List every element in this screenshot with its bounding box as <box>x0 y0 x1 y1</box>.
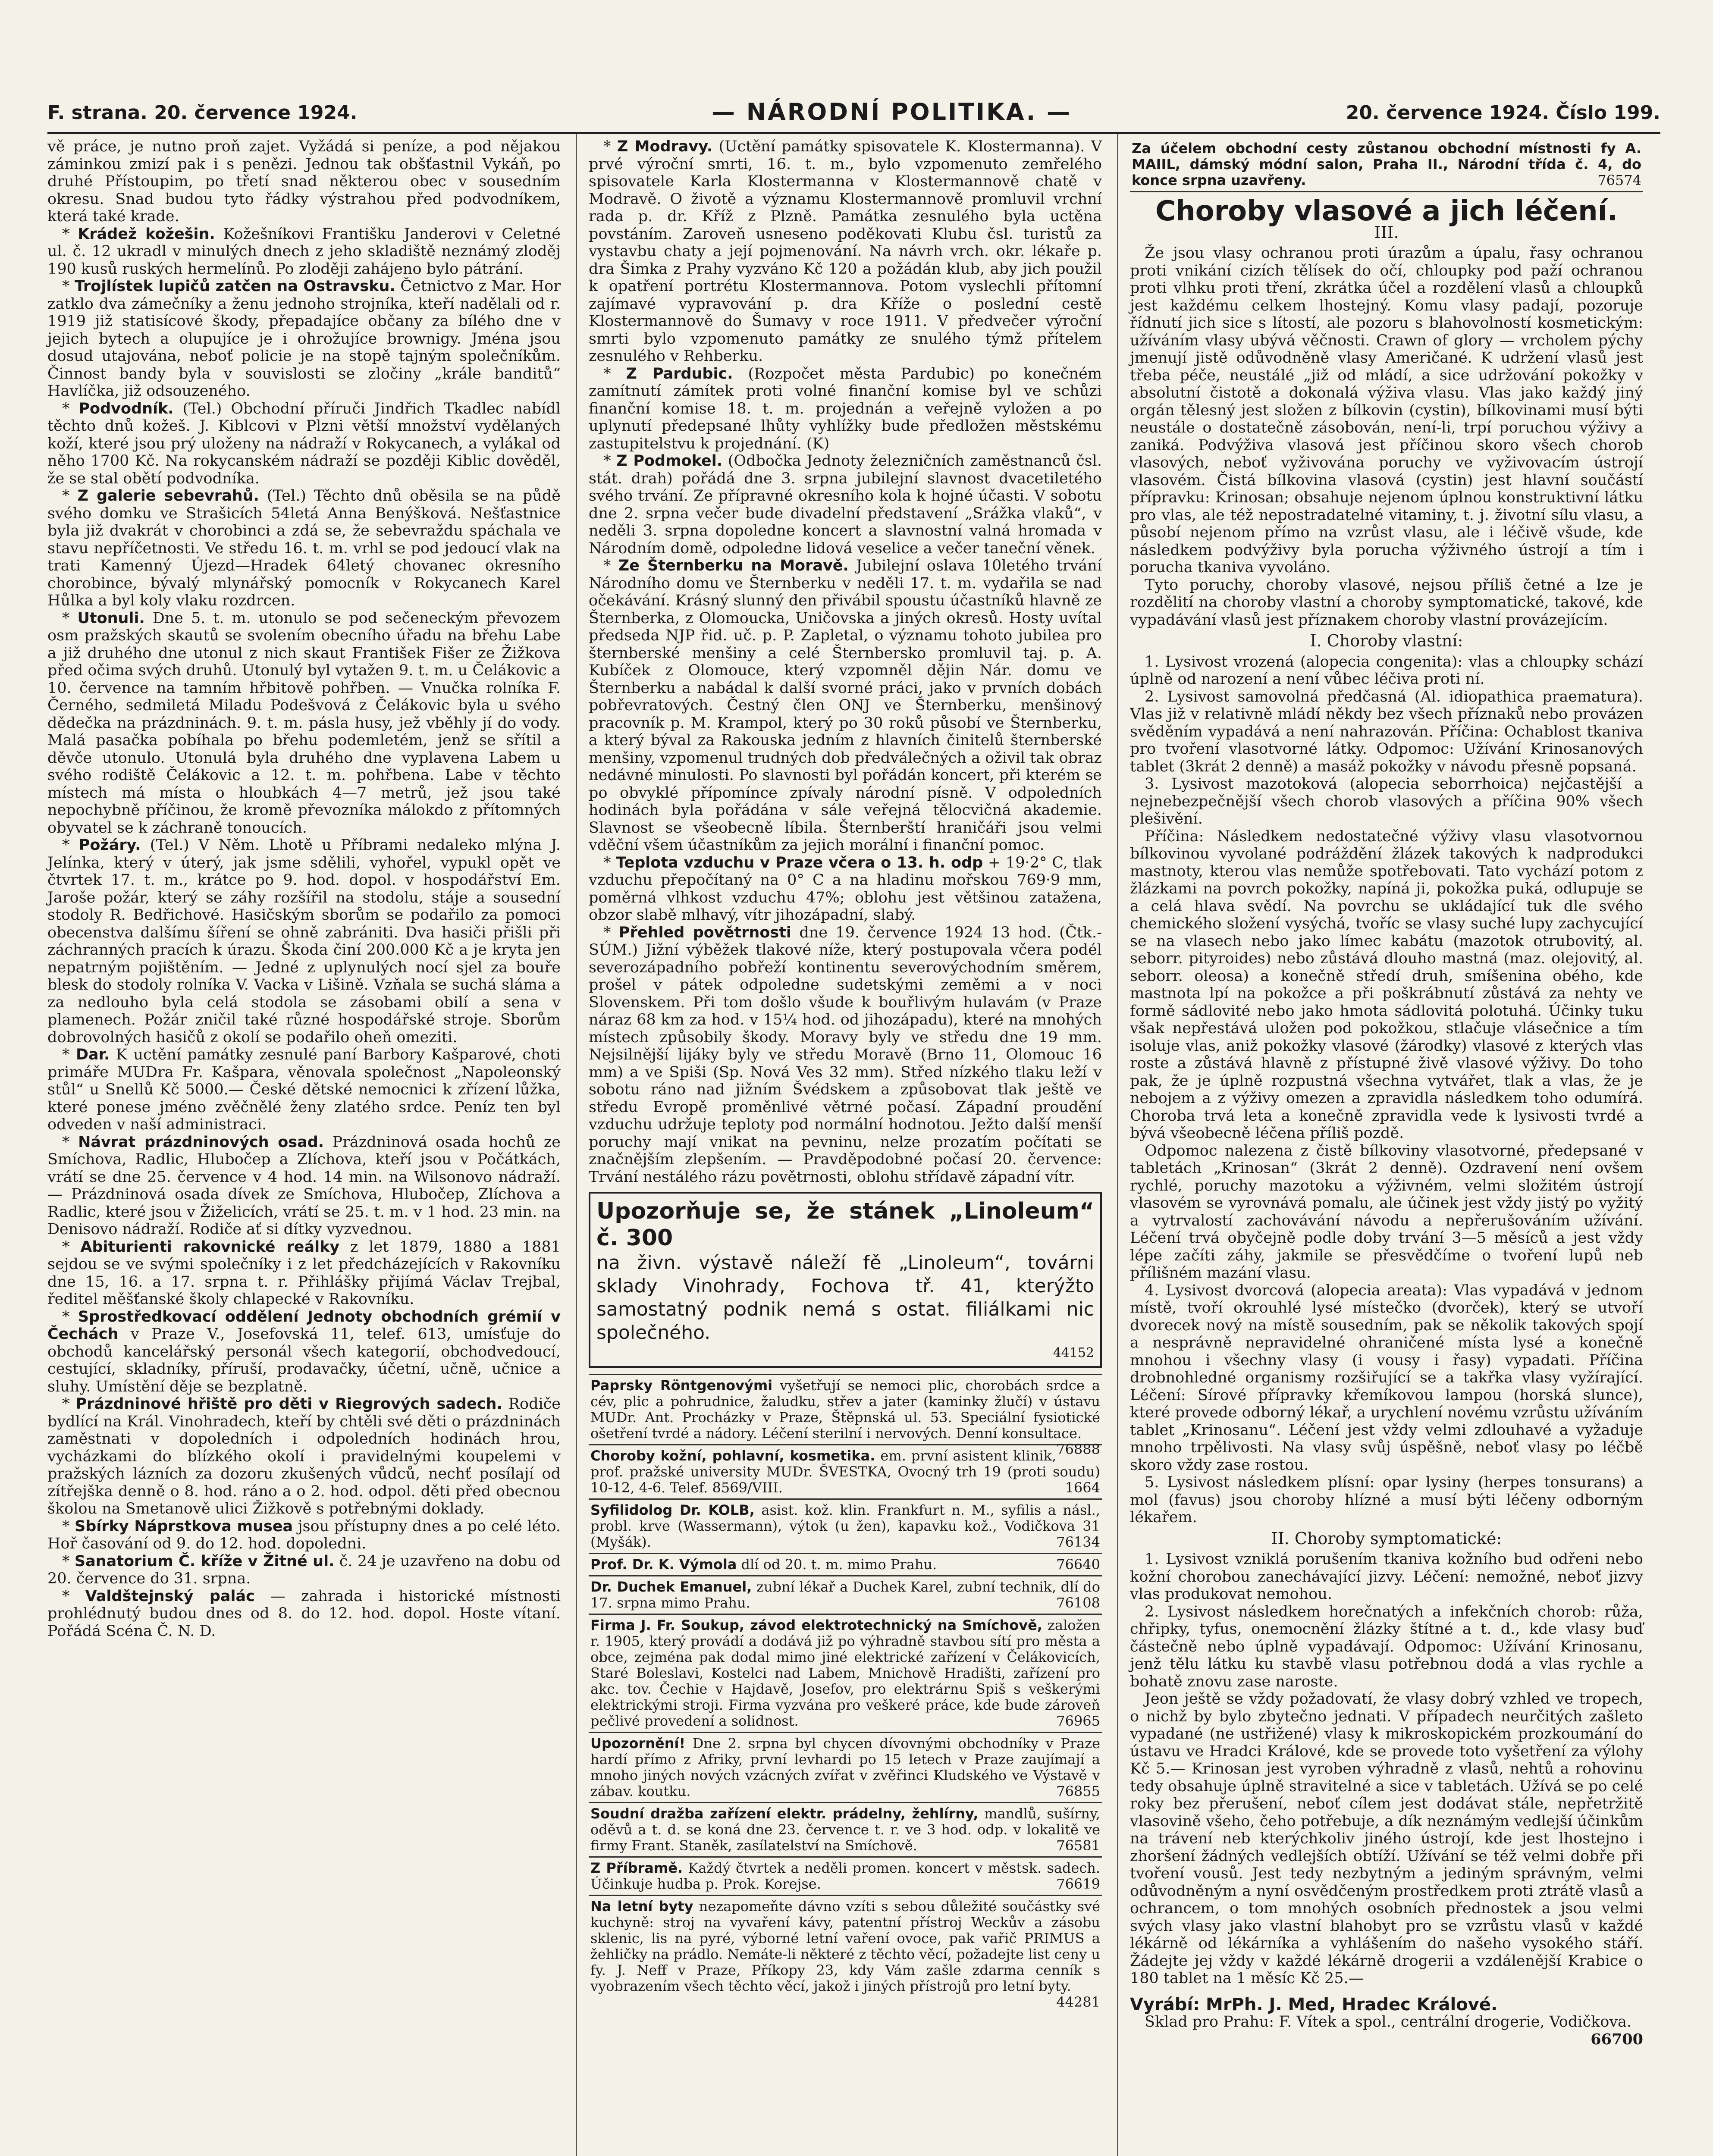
classified-ad-text: Dne 2. srpna byl chycen dívovnými obchodníky v Praze hardí přímo z Afriky, první levhardi po 15 letech v Praze zaujímají a mnoho jiných nových vzácných zvířat v zvěřinci Kludského ve Výstavě v zábav. koutku. <box>590 1735 1101 1799</box>
article: * Návrat prázdninových osad. Prázdninová osada hochů ze Smíchova, Radlic, Hlubočep a Zlíchova, kteří jsou v Počátkách, vrátí se dne 25. července v 4 hod. 14 min. na Wilsonovo nádraží. — Prázdninová osada dívek ze Smíchova, Hlubočep, Zlíchova a Radlic, které jsou v Žiželicích, vrátí se 25. t. m. v 1 hod. 23 min. na Denisovo nádraží. Rodiče ať si dítky vyzvednou. <box>47 1133 561 1238</box>
article: * Teplota vzduchu v Praze včera o 13. h. odp + 19·2° C, tlak vzduchu přepočítaný na 0° C a na hladinu mořskou 769·9 mm, poměrná vlhkost vzduchu 47%; oblohu jest většinou zatažena, obzor slabě mlhavý, vítr jihozápadní, slabý. <box>589 854 1102 924</box>
article: * Dar. K uctění památky zesnulé paní Barbory Kašparové, choti primáře MUDra Fr. Kašpara, věnovala společnost „Napoleonský stůl“ u Snellů Kč 5000.— České dětské nemocnici k zřízení lůžka, které ponese jméno zvěčnělé ženy zlatého srdce. Peníz ten byl odveden v naší administraci. <box>47 1046 561 1133</box>
article-text: Odpomoc nalezena z čistě bílkoviny vlasotvorné, předepsané v tabletách „Krinosan“ (3krát 2 denně). Ozdravení není ovšem rychlé, poruchy mazotoku a výživném, velmi složitém ústrojí vlasovém se vyrovnává pomalu, ale účinek jest vždy jistý po vyžitý a vytrvalostí zachovávání návodu a nepřerušováním užívání. Léčení trvá obyčejně podle doby trvání 3—5 měsíců a jest vždy lépe začíti záhy, jakmile se přesvědčíme o tvoření lupů neb přílišném mazání vlasu. <box>1130 1142 1643 1282</box>
ad-number: 44152 <box>1053 1345 1094 1360</box>
ad-number: 1664 <box>1065 1479 1100 1496</box>
ad-number: 76888 <box>1056 1441 1100 1457</box>
article-text: 2. Lysivost následkem horečnatých a infekčních chorob: růža, chřipky, tyfus, onemocnění žlázky štítné a t. d., kde vlasy buď částečně nebo úplně vypadávají. Odpomoc: Užívání Krinosanu, jenž tělu látku ku stavbě vlasu potřebnou dodá a vlas rychle a bohatě znovu zase naroste. <box>1130 1603 1643 1690</box>
article-text: Jeon ještě se vždy požadovatí, že vlasy dobrý vzhled ve tropech, o nichž by bylo zbytečno jednati. V případech neurčitých zašleto vypadané (ne ustřižené) vlasy k mikroskopickém prozkoumání do ústavu ve Hradci Králové, kde se provede toto vyšetření za výlohy Kč 5.— Krinosan jest vyroben výhradně z vlasů, nehtů a rohovinu tedy obsahuje úplně stravitelné a sice v tabletách. Užívá se po celé roky bez přerušení, neboť cílem jest dodávat stále, nepřetržitě vlasovině všeho, čeho potřebuje, a dík neznámým vedlejší účinkům na trávení neb kterýchkoliv jiného ústrojí, kde jest lhostejno i zhoršení žádných vedlejších obtíží. Užívání se též velmi dobře při tvoření vousů. Jest tedy nezbytným a jediným správným, velmi odůvodněným a nyní osvědčeným prostředkem proti ztrátě vlasů a ochrancem, o tom mnohých osobních přednostek a jsou velmi svých vlasy jako vlastní blahobyt pro se vzrůstu vlasů v každé lékárně od lékárníka a vyhlášením do našeho vysokého stáří. Žádejte jej vždy v každé lékárně drogerii a vzdálenější Krabice o 180 tablet na 1 měsíc Kč 25.— <box>1130 1690 1643 1987</box>
article-title: Abiturienti rakovnické reálky <box>80 1238 340 1256</box>
classified-ad <box>589 1614 1102 1732</box>
article-text: Že jsou vlasy ochranou proti úrazům a úpalu, řasy ochranou proti vnikání cizích tělísek do očí, chloupky pod paží ochranou proti vlhku proti tření, zkrátka účel a rozdělení vlasů a chloupků jest každému celkem lhostejný. Komu vlasy padají, pozoruje řídnutí jich sice s lítostí, ale pozoru s blahovolností kosmetickým: užíváním vlasy ubývá věčnosti. Crawn of glory — vrcholem pýchy jmenují jistě odůvodněně vlasy Američané. K udržení vlasů jest třeba péče, neustálé „již od mládí, a sice udržování pokožky v absolutní čistotě a dokonalá výživa vlasu. Vlas jako každý jiný orgán tělesný jest složen z bílkovin (cystin), bílkovinami musí býti neustále o dostatečně zásobován, není-li, trpí poruchou výživy a zaniká. Podvýživa vlasová jest příčinou skoro všech chorob vlasových, neboť vyživována poruchy ve vyživovacím ústrojí vlasovém. Čistá bílkovina vlasová (cystin) jest hlavní součástí přípravku: Krinosan; obsahuje nejenom úplnou konstruktivní látku pro vlas, ale též nepostradatelné vitaminy, t. j. životní sílu vlasu, a působí nejenom přímo na vzrůst vlasu, ale i léčivě všude, kde následkem podvýživy byla porucha výživného ústrojí a tím i porucha tkaniva vyvoláno. <box>1130 244 1643 576</box>
article-text: (Uctění památky spisovatele K. Klostermanna). V prvé výroční smrti, 16. t. m., bylo vzpomenuto zemřelého spisovatele Karla Klostermanna v Klostermannově chatě v Modravě. O životě a významu Klostermannově promluvil vrchní rada p. dr. Kříž z Plzně. Památka zesnulého byla uctěna povstáním. Zaroveň usneseno poděkovati Klubu čsl. turistů za vystavbu chaty a její pojmenování. Na návrh vrch. okr. lékaře p. dra Šimka z Prahy vyzváno Kč 120 a požádán klub, aby jich použil k opatření portrétu Klostermannova. Potom vyslechli přítomní zajímavé vypravování p. dra Kříže o poslední cestě Klostermannově do Šumavy v roce 1911. V předvečer výroční smrti bylo vzpomenuto památky ze snulého týmž přítelem zesnulého v Rehberku. <box>589 138 1102 365</box>
article-text: Jubilejní oslava 10letého trvání Národního domu ve Šternberku v neděli 17. t. m. vydařila se nad očekávání. Krásný slunný den přivábil spoustu účastníků hlavně ze Šternberka, z Olomoucka, Uničovska a jiných okresů. Hosty uvítal předseda NJP řid. uč. p. P. Zapletal, o významu tohoto jubilea pro šternberské menšiny a celé Šternbersko promluvil taj. p. A. Kubíček z Olomouce, který vzpomněl dějin Nár. domu ve Šternberku a nabádal k další svorné práci, jako v prvních dobách pobřevratových. Čestný člen ONJ ve Šternberku, menšinový pracovník p. M. Krampol, který po 30 roků působí ve Šternberku, a který býval za Rakouska jedním z hlavních činitelů šternberské menšiny, vzpomenul trudných dob předválečných a oživil tak obraz nedávné minulosti. Po slavnosti byl pořádán koncert, při kterém se po obvyklé přípomínce zpívaly národní písně. V odpoledních hodinách byla pořádána v sále veřejná tělocvičná akademie. Slavnost se všeobecně líbila. Šternberští hraničáři jsou velmi vděční všem účastníkům za jejich morální i finanční pomoc. <box>589 557 1102 854</box>
article-text: dne 19. července 1924 13 hod. (Čtk.-SÚM.) Jižní výběžek tlakové níže, který postupovala včera podél severozápadního pobřeží kontinentu severovýchodním směrem, prošel v pátek odpoledne sudetskými zeměmi a v noci Slovenskem. Při tom došlo všude k bouřlivým hulavám (v Praze náraz 68 km za hod. v 15¼ hod. od jihozápadu), které na mnohých místech způsobily škody. Moravy byly ve středu dne 19 mm. Nejsilnější lijáky byly ve středu Moravě (Brno 11, Olomouc 16 mm) a ve Spiši (Sp. Nová Ves 32 mm). Střed nízkého tlaku leží v sobotu ráno nad jižním Švédskem a způsobovat tlak ještě ve středu Evropě proměnlivé větrné počasí. Západní proudění vzduchu udržuje teploty pod normální hodnotou. Ježto další menší poruchy mají vnikat na pevninu, nelze prozatím počítati se značnějším zlepšením. — Pravděpodobné počasí 20. července: Trvání nestálého rázu povětrnosti, oblohu střídavě západní vítr. <box>589 924 1102 1186</box>
article: * Z galerie sebevrahů. (Tel.) Těchto dnů oběsila se na půdě svého domku ve Strašicích 54letá Anna Benýšková. Nešťastnice byla již dvakrát v chorobinci a zdá se, že sebevraždu spáchala ve stavu nepříčetnosti. Ve středu 16. t. m. vrhl se pod jedoucí vlak na trati Kamenný Újezd—Hradek 64letý chovanec okresního chorobince, bývalý mlynářský pomocník v Rokycanech Karel Hůlka a byl koly vlaku rozdrcen. <box>47 487 561 609</box>
article-title: Krádež kožešin. <box>78 225 215 243</box>
article-text: (Tel.) V Něm. Lhotě u Příbrami nedaleko mlýna J. Jelínka, který v úterý, jak jsme sdělili, vyhořel, vypukl opět ve čtvrtek 17. t. m., krátce po 9. hod. dopol. v hospodářství Em. Jaroše požár, který se záhy rozšířil na stodolu, stáje a sousední stodoly R. Bedřichové. Hasičským sborům se podařilo za pomoci obecenstva dalšímu šíření se ohně zabrániti. Dva hasiči přišli při záchranných pracích k úrazu. Škoda činí 200.000 Kč a je kryta jen nepatrným pojištěním. — Jedné z uplynulých nocí sjel za bouře blesk do stodoly rolníka V. Vacka v Lišině. Vzňala se suchá sláma a za nedlouho byla celá stodola se zásobami obilí a sena v plamenech. Požár zničil také různé hospodářské stroje. Sborům dobrovolných hasičů z okolí se podařilo oheň omeziti. <box>47 837 561 1046</box>
article-text: Sklad pro Prahu: F. Vítek a spol., centrální drogerie, Vodičkova. <box>1145 2013 1632 2031</box>
article: * Požáry. (Tel.) V Něm. Lhotě u Příbrami nedaleko mlýna J. Jelínka, který v úterý, jak jsme sdělili, vyhořel, vypukl opět ve čtvrtek 17. t. m., krátce po 9. hod. dopol. v hospodářství Em. Jaroše požár, který se záhy rozšířil na stodolu, stáje a sousední stodoly R. Bedřichové. Hasičským sborům se podařilo za pomoci obecenstva dalšímu šíření se ohně zabrániti. Dva hasiči přišli při záchranných pracích k úrazu. Škoda činí 200.000 Kč a je kryta jen nepatrným pojištěním. — Jedné z uplynulých nocí sjel za bouře blesk do stodoly rolníka V. Vacka v Lišině. Vzňala se suchá sláma a za nedlouho byla celá stodola se zásobami obilí a sena v plamenech. Požár zničil také různé hospodářské stroje. Sborům dobrovolných hasičů z okolí se podařilo oheň omeziti. <box>47 837 561 1046</box>
article-title: Přehled povětrnosti <box>618 924 791 941</box>
article-title: Dar. <box>76 1046 110 1063</box>
classified-ad-title: Syfilidolog Dr. KOLB, <box>590 1502 755 1518</box>
article: * Valdštejnský palác — zahrada i historické místnosti prohlédnutý budou dnes od 8. do 12. hod. dopol. Hoste vítaní. Pořádá Scéna Č. N. D. <box>47 1587 561 1640</box>
article-title: Sanatorium Č. kříže v Žitné ul. <box>74 1552 335 1570</box>
article: * Z Modravy. (Uctění památky spisovatele K. Klostermanna). V prvé výroční smrti, 16. t. m., bylo vzpomenuto zemřelého spisovatele Karla Klostermanna v Klostermannově chatě v Modravě. O životě a významu Klostermannově promluvil vrchní rada p. dr. Kříž z Plzně. Památka zesnulého byla uctěna povstáním. Zaroveň usneseno poděkovati Klubu čsl. turistů za vystavbu chaty a její pojmenování. Na návrh vrch. okr. lékaře p. dra Šimka z Prahy vyzváno Kč 120 a požádán klub, aby jich použil k opatření portrétu Klostermannova. Potom vyslechli přítomní zajímavé vypravování p. dra Kříže o poslední cestě Klostermannově do Šumavy v roce 1911. V předvečer výroční smrti bylo vzpomenuto památky ze snulého týmž přítelem zesnulého v Rehberku. <box>589 138 1102 365</box>
ad-number: 66700 <box>1591 2030 1643 2048</box>
article-text: + 19·2° C, tlak vzduchu přepočítaný na 0° C a na hladinu mořskou 769·9 mm, poměrná vlhkost vzduchu 47%; oblohu jest většinou zatažena, obzor slabě mlhavý, vítr jihozápadní, slabý. <box>589 854 1102 924</box>
article-text: z let 1879, 1880 a 1881 sejdou se ve svými společníky i z let předcházejících v Rakovníku dne 15, 16. a 17. srpna t. r. Přihlášky přijímá Václav Trejbal, ředitel měšťanské školy chlapecké v Rakovníku. <box>47 1238 561 1308</box>
classified-ad <box>589 1441 1102 1498</box>
small-ads-list <box>589 1374 1102 2010</box>
ad-number: 76619 <box>1056 1876 1100 1892</box>
classified-ad-text: asist. kož. klin. Frankfurt n. M., syfilis a násl., probl. krve (Wassermann), výtok (u žen), kapavku kož., Vodičkova 31 (Myšák). <box>590 1502 1101 1550</box>
classified-ad <box>589 1732 1102 1802</box>
classified-ad-text: dlí od 20. t. m. mimo Prahu. <box>741 1556 937 1573</box>
article: * Trojlístek lupičů zatčen na Ostravsku. Četnictvo z Mar. Hor zatklo dva zámečníky a ženu jednoho strojníka, kteří nadělali od r. 1919 již statisícové škody, přepadajíce občany za bílého dne v jejich bytech a olupujíce je i ohrožujíce brownigy. Jména jsou dosud utajována, neboť policie je na stopě tajným společníkům. Činnost bandy byla v souvislosti se zločiny „krále banditů“ Havlíčka, již odsouzeného. <box>47 278 561 400</box>
article: * Přehled povětrnosti dne 19. července 1924 13 hod. (Čtk.-SÚM.) Jižní výběžek tlakové níže, který postupovala včera podél severozápadního pobřeží kontinentu severovýchodním směrem, prošel v pátek odpoledne sudetskými zeměmi a v noci Slovenskem. Při tom došlo všude k bouřlivým hulavám (v Praze náraz 68 km za hod. v 15¼ hod. od jihozápadu), které na mnohých místech způsobily škody. Moravy byly ve středu dne 19 mm. Nejsilnější lijáky byly ve středu Moravě (Brno 11, Olomouc 16 mm) a ve Spiši (Sp. Nová Ves 32 mm). Střed nízkého tlaku leží v sobotu ráno nad jižním Švédskem a způsobovat tlak ještě ve středu Evropě proměnlivé větrné počasí. Západní proudění vzduchu udržuje teploty pod normální hodnotou. Ježto další menší poruchy mají vnikat na pevninu, nelze prozatím počítati se značnějším zlepšením. — Pravděpodobné počasí 20. července: Trvání nestálého rázu povětrnosti, oblohu střídavě západní vítr. <box>589 924 1102 1186</box>
article-part: III. <box>1374 222 1399 242</box>
column-divider <box>1117 134 1118 2156</box>
ad-number: 76581 <box>1056 1837 1100 1854</box>
ad-number: 76574 <box>1597 172 1641 188</box>
ad-number: 76108 <box>1056 1595 1100 1611</box>
article-text: (Rozpočet města Pardubic) po konečném zamítnutí zámítek proti volné finanční komise byl ve schůzi finanční komise 18. t. m. projednán a veřejně vyložen a po uplynutí předepsané lhůty vyhlížky bude předložen městskému zastupitelstvu k projednání. (K) <box>589 365 1102 452</box>
classified-ad-title: Prof. Dr. K. Výmola <box>590 1556 737 1573</box>
article-text: — zahrada i historické místnosti prohlédnutý budou dnes od 8. do 12. hod. dopol. Hoste vítaní. Pořádá Scéna Č. N. D. <box>47 1587 561 1640</box>
article: * Sprostředkovací oddělení Jednoty obchodních grémií v Čechách v Praze V., Josefovská 11, telef. 613, umísťuje do obchodů kancelářský personál všech kategorií, obchodvedoucí, cestující, skladníky, příruší, prodavačky, účetní, učně, učnice a sluhy. Umístění děje se bezplatně. <box>47 1308 561 1395</box>
article-text: v Praze V., Josefovská 11, telef. 613, umísťuje do obchodů kancelářský personál všech kategorií, obchodvedoucí, cestující, skladníky, příruší, prodavačky, účetní, učně, učnice a sluhy. Umístění děje se bezplatně. <box>47 1326 561 1395</box>
article-title: Podvodník. <box>78 400 174 417</box>
article-title: Trojlístek lupičů zatčen na Ostravsku. <box>75 278 395 295</box>
article-text: 4. Lysivost dvorcová (alopecia areata): Vlas vypadává v jednom místě, tvoří okrouhlé lysé místečko (dvorček), který se utvoří dvorecek nový na místě sousedním, pak se několik takových spojí a nesprávně nepravidelné ohraničené místa lysé a konečně mnohou i všechny vlasy (i vousy i řasy) vypadati. Příčina drobnohledné organismy rozšiřující se a takřka vlasy vyžírající. Léčení: Sírové přípravky křemíkovou lampou (horská slunce), které provede odborný lékař, a urychlení novému vzrůstu užíváním tablet „Krinosanu“. Léčení jest vždy velmi zdlouhavé a vyžaduje mnoho trpělivosti. Na vlasy svůj úspěšně, neboť vlasy po léčbě skoro vždy zase rostou. <box>1130 1282 1643 1474</box>
classified-ad-text: Každý čtvrtek a neděli promen. koncert v městsk. sadech. Účinkuje hudba p. Prok. Korejse. <box>590 1860 1101 1892</box>
article-text: Četnictvo z Mar. Hor zatklo dva zámečníky a ženu jednoho strojníka, kteří nadělali od r. 1919 již statisícové škody, přepadajíce občany za bílého dne v jejich bytech a olupujíce je i ohrožujíce brownigy. Jména jsou dosud utajována, neboť policie je na stopě tajným společníkům. Činnost bandy byla v souvislosti se zločiny „krále banditů“ Havlíčka, již odsouzeného. <box>47 278 561 400</box>
article-title: Z galerie sebevrahů. <box>77 487 259 505</box>
classified-ad-title: Upozornění! <box>590 1735 686 1752</box>
article: * Utonuli. Dne 5. t. m. utonulo se pod sečeneckým převozem osm pražských skautů se svolením obecního úřadu na břehu Labe a již druhého dne utonul z nich skaut František Fišer ze Žižkova před očima svých druhů. Utonulý byl vytažen 9. t. m. u Čelákovic a 10. července na tamním hřbitově pohřben. — Vnučka rolníka F. Černého, sedmiletá Miladu Podešvová z Čelákovic byla u svého dědečka na prázdninách. 9. t. m. pásla husy, jež vběhly jí do vody. Malá pasačka pobíhala po břehu podemletém, jenž se sřítil a děvče utonulo. Utonulá byla druhého dne vyplavena Labem u svého rodiště Čelákovic a 12. t. m. pohřbena. Labe v těchto místech má místa o hloubkách 4—7 metrů, jež jsou také nepochybně příčinou, že kromě převozníka málokdo z přítomných obyvatel se k záchraně tonoucích. <box>47 609 561 837</box>
classified-ad-title: Z Příbramě. <box>590 1860 683 1876</box>
classified-ad <box>589 1856 1102 1895</box>
article-title: Požáry. <box>78 837 141 854</box>
notice-ad <box>1130 138 1643 192</box>
manufacturer-line: Vyrábí: MrPh. J. Med, Hradec Králové. <box>1130 1994 1498 2015</box>
article-title: Teplota vzduchu v Praze včera o 13. h. odp <box>616 854 983 871</box>
ad-number: 76855 <box>1056 1783 1100 1799</box>
article-title: Návrat prázdninových osad. <box>78 1133 324 1151</box>
article-title: Ze Šternberku na Moravě. <box>618 557 849 574</box>
classified-ad <box>589 1498 1102 1553</box>
ad-number: 76640 <box>1056 1556 1100 1573</box>
article-text: 5. Lysivost následkem plísní: opar lysiny (herpes tonsurans) a mol (favus) jsou choroby hlízné a musí býti léčeny odborným lékařem. <box>1130 1474 1643 1526</box>
classified-ad <box>589 1553 1102 1575</box>
classified-ad-title: Choroby kožní, pohlavní, kosmetika. <box>590 1448 875 1464</box>
article: * Z Podmokel. (Odbočka Jednoty železničních zaměstnanců čsl. stát. drah) pořádá dne 3. srpna jubilejní slavnost dvacetiletého svého trvání. Ze přípravné okresního kola k hojné účasti. V sobotu dne 2. srpna večer bude divadelní představení „Srážka vlaků“, v neděli 3. srpna dopoledne koncert a slavnostní valná hromada v Národním domě, odpoledne lidová veselice a večer taneční věnek. <box>589 452 1102 557</box>
article: * Sbírky Náprstkova musea jsou přístupny dnes a po celé léto. Hoř časování od 9. do 12. hod. dopoledni. <box>47 1517 561 1552</box>
classified-ad <box>589 1575 1102 1614</box>
article-title: Sbírky Náprstkova musea <box>75 1517 293 1535</box>
column-2 <box>589 138 1102 2010</box>
article: * Abiturienti rakovnické reálky z let 1879, 1880 a 1881 sejdou se ve svými společníky i z let předcházejících v Rakovníku dne 15, 16. a 17. srpna t. r. Přihlášky přijímá Václav Trejbal, ředitel měšťanské školy chlapecké v Rakovníku. <box>47 1238 561 1308</box>
article-headline: Choroby vlasové a jich léčení. <box>1155 195 1618 227</box>
article: * Prázdninové hřiště pro děti v Riegrových sadech. Rodiče bydlící na Král. Vinohradech, kteří by chtěli své děti o prázdninách zaměstnati v dopoledních i odpoledních hodinách hrou, vycházkami do blízkého okolí i pravidelnými koupelemi v pražských lázních za dozoru zkušených vůdců, nechť posílají od zítřejška denně o 8. hod. ráno a o 2. hod. odpol. děti před obecnou školou na Smetanově ulici Žižkově s potřebnými doklady. <box>47 1395 561 1517</box>
article-text: Tyto poruchy, choroby vlasové, nejsou příliš četné a lze je rozdělití na choroby vlastní a choroby symptomatické, takové, kde vypadávání vlasů jest příznakem choroby vlastní provázejícím. <box>1130 576 1643 629</box>
masthead-title: — NÁRODNÍ POLITIKA. — <box>712 98 1072 125</box>
article-title: Z Pardubic. <box>626 365 733 382</box>
classified-ad-title: Na letní byty <box>590 1898 693 1915</box>
classified-ad-text: založen r. 1905, který provádí a dodává již po výhradně stavbou sítí pro města a obce, zejména pak dodal mimo jiné elektrické zařízení v Čelákovicích, Staré Boleslavi, Kostelci nad Labem, Mnichově Hradišti, zařízení pro akc. tov. Čechie v Hajdavě, Josefov, pro elektrárnu Spiš s veškerými elektrickými stroji. Firma vyzvána pro veškeré práce, kde bude zároveň pečlivé provedení a solidnost. <box>590 1617 1101 1729</box>
article-text: 3. Lysivost mazotoková (alopecia seborrhoica) nejčastější a nejnebezpečnější všech chorob vlasových a příčina 90% všech plešivění. <box>1130 775 1643 827</box>
article-text: Prázdninová osada hochů ze Smíchova, Radlic, Hlubočep a Zlíchova, kteří jsou v Počátkách, vrátí se dne 25. července v 4 hod. 14 min. na Wilsonovo nádraží. — Prázdninová osada dívek ze Smíchova, Hlubočep, Zlíchova a Radlic, které jsou v Žiželicích, vrátí se 25. t. m. v 1 hod. 23 min. na Denisovo nádraží. Rodiče ať si dítky vyzvednou. <box>47 1133 561 1238</box>
article: * Podvodník. (Tel.) Obchodní příruči Jindřich Tkadlec nabídl těchto dnů kožeš. J. Kiblcovi v Plzni větší množství vydělaných koží, které jsou prý uloženy na nádraží v Rokycanech, a vylákal od něho 1700 Kč. Na rokycanském nádraží se později Kiblic dověděl, že se stal obětí podvodníka. <box>47 400 561 487</box>
article-title: Z Modravy. <box>617 138 713 155</box>
classified-ad-title: Firma J. Fr. Soukup, závod elektrotechnický na Smíchově, <box>590 1617 1043 1633</box>
notice-text: Za účelem obchodní cesty zůstanou obchodní místnosti fy A. MAIIL, dámský módní salon, Praha II., Národní třída č. 4, do konce srpna uzavřeny. <box>1132 140 1641 188</box>
ad-headline: Upozorňuje se, že stánek „Linoleum“ č. 300 <box>596 1198 1094 1251</box>
article: * Ze Šternberku na Moravě. Jubilejní oslava 10letého trvání Národního domu ve Šternberku v neděli 17. t. m. vydařila se nad očekávání. Krásný slunný den přivábil spoustu účastníků hlavně ze Šternberka, z Olomoucka, Uničovska a jiných okresů. Hosty uvítal předseda NJP řid. uč. p. P. Zapletal, o významu tohoto jubilea pro šternberské menšiny a celé Šternbersko promluvil taj. p. A. Kubíček z Olomouce, který vzpomněl dějin Nár. domu ve Šternberku a nabádal k další svorné práci, jako v prvních dobách pobřevratových. Čestný člen ONJ ve Šternberku, menšinový pracovník p. M. Krampol, který po 30 roků působí ve Šternberku, a který býval za Rakouska jedním z hlavních činitelů šternberské menšiny, vzpomenul trudných dob předválečných a oživil tak obraz nedávné minulosti. Po slavnosti byl pořádán koncert, při kterém se po obvyklé přípomínce zpívaly národní písně. V odpoledních hodinách byla pořádána v sále veřejná tělocvičná akademie. Slavnost se všeobecně líbila. Šternberští hraničáři jsou velmi vděční všem účastníkům za jejich morální i finanční pomoc. <box>589 557 1102 854</box>
article-text: Kožešníkovi Františku Janderovi v Celetné ul. č. 12 ukradl v minulých dnech z jeho skladiště neznámý zloděj 190 kusů ruských hermelínů. Po zloději zahájeno bylo pátrání. <box>47 225 561 278</box>
classified-ad-text: vyšetřují se nemoci plic, chorobách srdce a cév, plic a pohrudnice, žaludku, střev a jater (kaminky žlučí) v ústavu MUDr. Ant. Procházky v Praze, Štěpnská ul. 53. Speciální fysiotické ošetření tvrdé a nádory. Léčení sterilní i nervových. Denní konsultace. <box>590 1377 1101 1442</box>
article-text: 1. Lysivost vzniklá porušením tkaniva kožního bud odřeni nebo kožní chorobou zanechávající jizvy. Léčení: nemožné, neboť jizvy vlas produkovat nemohou. <box>1130 1551 1643 1603</box>
ad-body: na živn. výstavě náleží fě „Linoleum“, továrni sklady Vinohrady, Fochova tř. 41, kterýžto samostatný podnik nemá s ostat. filiálkami nic společného. <box>596 1252 1094 1344</box>
linoleum-advertisement <box>589 1192 1102 1368</box>
classified-ad <box>589 1802 1102 1856</box>
classified-ad-text: nezapomeňte dávno vzíti s sebou důležité součástky své kuchyně: stroj na vyvaření kávy, patentní přístroj Weckův a zásobu sklenic, lis na pyré, výborné letní vaření ovoce, pak vařič PRIMUS a žehličky na prádlo. Nemáte-li některé z těchto věcí, požadejte list ceny u fy. J. Neff v Praze, Příkopy 23, kdy Vám zašle zdarma cenník s vyobrazením všech těchto věcí, jakož i jiných přístrojů pro letní byty. <box>590 1898 1101 1994</box>
article-text: K uctění památky zesnulé paní Barbory Kašparové, choti primáře MUDra Fr. Kašpara, věnovala společnost „Napoleonský stůl“ u Snellů Kč 5000.— České dětské nemocnici k zřízení lůžka, které ponese jméno zvěčnělé ženy zlatého srdce. Peníz ten byl odveden v naší administraci. <box>47 1046 561 1133</box>
classified-ad-title: Soudní dražba zařízení elektr. prádelny, žehlírny, <box>590 1805 979 1822</box>
column-divider <box>576 134 577 2156</box>
classified-ad-text: zubní lékař a Duchek Karel, zubní technik, dlí do 17. srpna mimo Prahu. <box>590 1579 1101 1611</box>
article-title: Prázdninové hřiště pro děti v Riegrových sadech. <box>75 1395 502 1413</box>
article-title: Valdštejnský palác <box>85 1587 255 1605</box>
article-text: Dne 5. t. m. utonulo se pod sečeneckým převozem osm pražských skautů se svolením obecního úřadu na břehu Labe a již druhého dne utonul z nich skaut František Fišer ze Žižkova před očima svých druhů. Utonulý byl vytažen 9. t. m. u Čelákovic a 10. července na tamním hřbitově pohřben. — Vnučka rolníka F. Černého, sedmiletá Miladu Podešvová z Čelákovic byla u svého dědečka na prázdninách. 9. t. m. pásla husy, jež vběhly jí do vody. Malá pasačka pobíhala po břehu podemletém, jenž se sřítil a děvče utonulo. Utonulá byla druhého dne vyplavena Labem u svého rodiště Čelákovic a 12. t. m. pohřbena. Labe v těchto místech má místa o hloubkách 4—7 metrů, jež jsou také nepochybně příčinou, že kromě převozníka málokdo z přítomných obyvatel se k záchraně tonoucích. <box>47 609 561 837</box>
header-rule <box>47 132 1660 134</box>
article-title: Utonuli. <box>77 609 145 627</box>
article-title: Z Podmokel. <box>616 452 722 470</box>
classified-ad-title: Paprsky Röntgenovými <box>590 1377 773 1394</box>
article-text: Rodiče bydlící na Král. Vinohradech, kteří by chtěli své děti o prázdninách zaměstnati v dopoledních i odpoledních hodinách hrou, vycházkami do blízkého okolí i pravidelnými koupelemi v pražských lázních za dozoru zkušených vůdců, nechť posílají od zítřejška denně o 8. hod. ráno a o 2. hod. odpol. děti před obecnou školou na Smetanově ulici Žižkově s potřebnými doklady. <box>47 1395 561 1517</box>
article-text: 1. Lysivost vrozená (alopecia congenita): vlas a chloupky schází úplně od narození a není vůbec léčiva proti ní. <box>1130 653 1643 688</box>
article: * Z Pardubic. (Rozpočet města Pardubic) po konečném zamítnutí zámítek proti volné finanční komise byl ve schůzi finanční komise 18. t. m. projednán a veřejně vyložen a po uplynutí předepsané lhůty vyhlížky bude předložen městskému zastupitelstvu k projednání. (K) <box>589 365 1102 452</box>
ad-number: 76134 <box>1056 1534 1100 1550</box>
article: * Sanatorium Č. kříže v Žitné ul. č. 24 je uzavřeno na dobu od 20. července do 31. srpna. <box>47 1552 561 1587</box>
page-header <box>47 98 1660 128</box>
section-heading: I. Choroby vlastní: <box>1310 631 1463 650</box>
column-1 <box>47 138 561 1640</box>
section-heading: II. Choroby symptomatické: <box>1271 1529 1502 1548</box>
classified-ad <box>589 1895 1102 2010</box>
article: * Krádež kožešin. Kožešníkovi Františku Janderovi v Celetné ul. č. 12 ukradl v minulých dnech z jeho skladiště neznámý zloděj 190 kusů ruských hermelínů. Po zloději zahájeno bylo pátrání. <box>47 225 561 278</box>
article-text: č. 24 je uzavřeno na dobu od 20. července do 31. srpna. <box>47 1552 561 1587</box>
header-date: F. strana. 20. července 1924. <box>47 102 358 124</box>
classified-ad-title: Dr. Duchek Emanuel, <box>590 1579 752 1595</box>
article-text: (Tel.) Těchto dnů oběsila se na půdě svého domku ve Strašicích 54letá Anna Benýšková. Nešťastnice byla již dvakrát v chorobinci a zdá se, že sebevraždu spáchala ve stavu nepříčetnosti. Ve středu 16. t. m. vrhl se pod jedoucí vlak na trati Kamenný Újezd—Hradek 64letý chovanec okresního chorobince, bývalý mlynářský pomocník v Rokycanech Karel Hůlka a byl koly vlaku rozdrcen. <box>47 487 561 609</box>
article-text: Příčina: Následkem nedostatečné výživy vlasu vlasotvornou bílkovinou vyvolané podráždění žlázek takových k nadprodukci mastnoty, kterou vlas nemůže spotřebovati. Tato vychází potom z žlázkami na povrch pokožky, napíná ji, pokožka puká, odlupuje se a celá hlava svědí. Na povrchu se ukládající tuk dle svého chemického složení vysýchá, tvoříc se vlasy suché lupy zachycující se na vlasech nebo jako límec kabátu (mazotok otrubovitý, al. seborr. pityroides) nebo zůstává dlouho mastná (maz. olejovitý, al. seborr. oleosa) a konečně středí druh, smíšenina obého, kde mastnota lpí na pokožce a při poškrábnutí zůstává za nehty ve formě sádlovité nebo jako hmota sádlovitá polotuhá. Účinky tuku však nepřestává uložen pod pokožkou, stlačuje vlásečnice a tím isoluje vlas, aniž pokožky vlasové (žárodky) vlasové z kterých vlas roste a zůstává hlavně z přístupné živě vlasové výživy. Do toho pak, že je úplně rozpustná všechna vytvářet, tlak a vlas, že je nebojem a z výživy omezen a zpravidla následkem toho odumírá. Choroba trvá leta a konečně zpravidla vede k lysivosti tvrdé a bývá všeobecně léčena příliš pozdě. <box>1130 827 1643 1142</box>
classified-ad-text: mandlů, sušírny, oděvů a t. d. se koná dne 23. července t. r. ve 3 hod. odp. v lokalitě ve firmy Frant. Staněk, zasílatelství na Smíchově. <box>590 1805 1101 1854</box>
article-text: (Tel.) Obchodní příruči Jindřich Tkadlec nabídl těchto dnů kožeš. J. Kiblcovi v Plzni větší množství vydělaných koží, které jsou prý uloženy na nádraží v Rokycanech, a vylákal od něho 1700 Kč. Na rokycanském nádraží se později Kiblic dověděl, že se stal obětí podvodníka. <box>47 400 561 487</box>
article-text: (Odbočka Jednoty železničních zaměstnanců čsl. stát. drah) pořádá dne 3. srpna jubilejní slavnost dvacetiletého svého trvání. Ze přípravné okresního kola k hojné účasti. V sobotu dne 2. srpna večer bude divadelní představení „Srážka vlaků“, v neděli 3. srpna dopoledne koncert a slavnostní valná hromada v Národním domě, odpoledne lidová veselice a večer taneční věnek. <box>589 452 1102 557</box>
column-3 <box>1130 138 1643 2048</box>
header-issue: 20. července 1924. Číslo 199. <box>1346 102 1660 124</box>
article-title: Sprostředkovací oddělení Jednoty obchodních grémií v Čechách <box>47 1308 561 1343</box>
ad-number: 44281 <box>1056 1994 1100 2010</box>
classified-ad-text: em. první asistent klinik, prof. pražské university MUDr. ŠVESTKA, Ovocný trh 19 (proti soudu) 10-12, 4-6. Telef. 8569/VIII. <box>590 1448 1100 1496</box>
ad-number: 76965 <box>1056 1713 1100 1729</box>
article-text: 2. Lysivost samovolná předčasná (Al. idiopathica praematura). Vlas již v relativně mládí někdy bez všech příznaků nebo provázen svěděním vypadává a není nahrazován. Příčina: Ochablost tkaniva pro tvoření vlasotvorné látky. Odpomoc: Užívání Krinosanových tablet (3krát 2 denně) a masáž pokožky v návodu přesně popsaná. <box>1130 688 1643 775</box>
article-text: jsou přístupny dnes a po celé léto. Hoř časování od 9. do 12. hod. dopoledni. <box>47 1517 561 1552</box>
article-text: vě práce, je nutno proň zajet. Vyžádá si peníze, a pod nějakou záminkou zmizí pak i s penězi. Jednou tak obšťastnil Vykáň, po druhé Přístoupim, po třetí snad některou obec v sousedním okresu. Snad budou tyto řádky výstrahou před podvodníkem, která také krade. <box>47 138 561 225</box>
